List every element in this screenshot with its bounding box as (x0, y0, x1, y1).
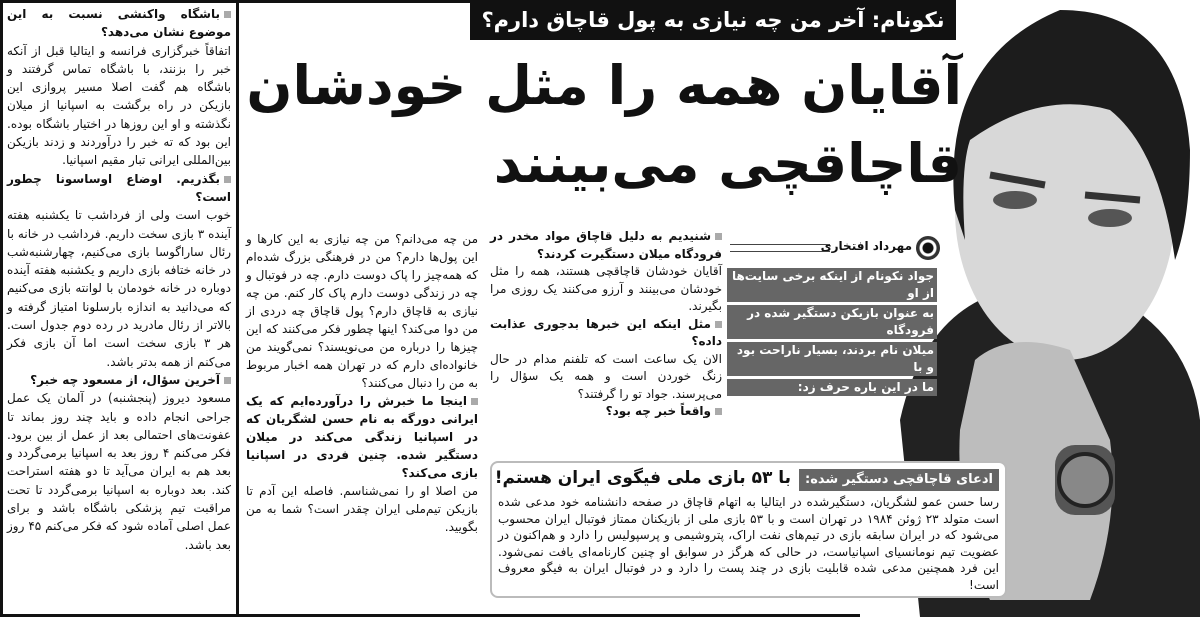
lead-line: ما در این باره حرف زد: (727, 379, 937, 396)
answer: من چه می‌دانم؟ من چه نیازی به این کارها و این پول‌ها دارم؟ من در فرهنگی بزرگ شده‌ام که همه‌چیز را پاک دوست دارم. چه در فوتبال و چه در زندگی دوست دارم پاک کار کنم. من چه نیازی به قاچاق دارم؟ پول قاچاق چه دردی از من دوا می‌کند؟ اینها چطور فکر می‌کنند که این چیزها را درباره من می‌نویسند؟ نمی‌گویند من خانواده‌ای دارم که در تهران همه اخبار مربوط به من را دنبال می‌کنند؟ (246, 232, 478, 390)
answer: الان یک ساعت است که تلفنم مدام در حال زنگ خوردن است و همه یک سؤال را می‌پرسند. جواد تو را گرفتند؟ (490, 351, 722, 401)
lead-intro (727, 268, 937, 399)
headline-line-2: قاچاقچی می‌بینند (493, 132, 962, 195)
soccer-ball-icon (916, 236, 940, 260)
kicker-banner: نکونام: آخر من چه نیازی به پول قاچاق دارم؟ (470, 0, 956, 40)
column-divider (236, 0, 239, 617)
answer: اتفاقاً خبرگزاری فرانسه و ایتالیا قبل از آنکه خبر را بزنند، با باشگاه تماس گرفتند و باشگاه هم گفت اصلا مسیر پروازی این بازیکن در راه برگشت به اسپانیا از میلان نگذشته و او این روزها در اختیار باشگاه بوده. این بود که ته خبر را درآوردند و زدند بازیکن بین‌المللی ایرانی تبار مقیم اسپانیا. (7, 43, 231, 168)
lead-line: میلان نام بردند، بسیار ناراحت بود و با (727, 342, 937, 376)
answer: آقایان خودشان قاچاقچی هستند، همه را مثل خودشان می‌بینند و آرزو می‌کنند یک روزی مرا بگیرند. (490, 264, 722, 313)
question: آخرین سؤال، از مسعود چه خبر؟ (30, 373, 231, 387)
sidebar-title: با ۵۳ بازی ملی فیگوی ایران هستم! (494, 468, 792, 488)
question: اینجا ما خبرش را درآورده‌ایم که یک ایرانی دورگه به نام حسن لشگریان که در اسپانیا زندگی می‌کند در میلان دستگیر شده. چنین فردی در اسپانیا بازی می‌کند؟ (246, 394, 478, 480)
sidebar-box (490, 461, 1007, 598)
sidebar-heading (494, 467, 999, 491)
answer: من اصلا او را نمی‌شناسم. فاصله این آدم تا بازیکن تیم‌ملی ایران چقدر است؟ شما به من بگویید. (246, 484, 478, 534)
lead-line: جواد نکونام از اینکه برخی سایت‌ها از او (727, 268, 937, 302)
question: واقعاً خبر چه بود؟ (606, 404, 722, 418)
lead-line: به عنوان بازیکن دستگیر شده در فرودگاه (727, 305, 937, 339)
byline (730, 236, 940, 262)
question: مثل اینکه این خبرها بدجوری عذابت داده؟ (490, 316, 722, 348)
sidebar-body: رسا حسن عمو لشگریان، دستگیرشده در ایتالیا به اتهام قاچاق در صفحه دانشنامه خود مدعی شده است متولد ۲۳ ژوئن ۱۹۸۴ در تهران است و با ۵۳ بازی ملی از بازیکنان ممتاز فوتبال ایران محسوب می‌شود که در ایران سابقه بازی در تیم‌های نفت اراک، پتروشیمی و پرسپولیس را دارد و هم‌اکنون در عضویت تیم نومانسیای اسپانیاست، در حالی که هرگز در سوابق او چنین کارنامه‌ای یافت نمی‌شود. این فرد همچنین مدعی شده قابلیت بازی در چند پست را دارد و در فوتبال ایران به فیگو معروف است! (498, 495, 999, 592)
byline-rule (730, 244, 830, 252)
author-name: مهرداد افتخاری (820, 239, 912, 253)
answer: مسعود دیروز (پنجشنبه) در آلمان یک عمل جراحی انجام داده و باید چند روز بماند تا عفونت‌های احتمالی بعد از عمل از بین برود. فکر می‌کنم ۴ روز بعد به اسپانیا برمی‌گردد و بعد هم به ایران می‌آید تا دو هفته استراحت کند. بعد دوباره به اسپانیا برمی‌گردد تا تحت مراقبت تیم پزشکی باشگاه باشد و برای عمل اصلی آماده شود که فکر می‌کنم ۴۵ روز بعد باشد. (7, 391, 231, 552)
question: بگذریم. اوضاع اوساسونا چطور است؟ (7, 171, 231, 204)
question: شنیدیم به دلیل قاچاق مواد مخدر در فرودگاه میلان دستگیرت کردند؟ (490, 229, 722, 261)
article-column-3 (490, 228, 722, 421)
headline-line-1: آقایان همه را مثل خودشان (246, 54, 962, 117)
question: باشگاه واکنشی نسبت به این موضوع نشان می‌دهد؟ (7, 7, 231, 40)
sidebar-label: ادعای قاچاقچی دستگیر شده: (799, 469, 999, 491)
article-column-1 (7, 5, 231, 554)
article-column-2 (246, 230, 478, 536)
answer: خوب است ولی از فرداشب تا یکشنبه هفته آینده ۳ بازی سخت داریم. فرداشب در خانه با رئال ساراگوسا بازی می‌کنیم، چهارشنبه‌شب در خانه ختافه بازی داریم و یکشنبه هفته آینده دوباره در خانه خودمان با لوانته بازی می‌کنیم که می‌دانید به اندازه بارسلونا امتیاز گرفته و بالاتر از رئال مادرید در رده دوم جدول است. هر ۳ بازی سخت است اما آن بازی فکر می‌کنم از همه بدتر باشد. (7, 208, 232, 369)
